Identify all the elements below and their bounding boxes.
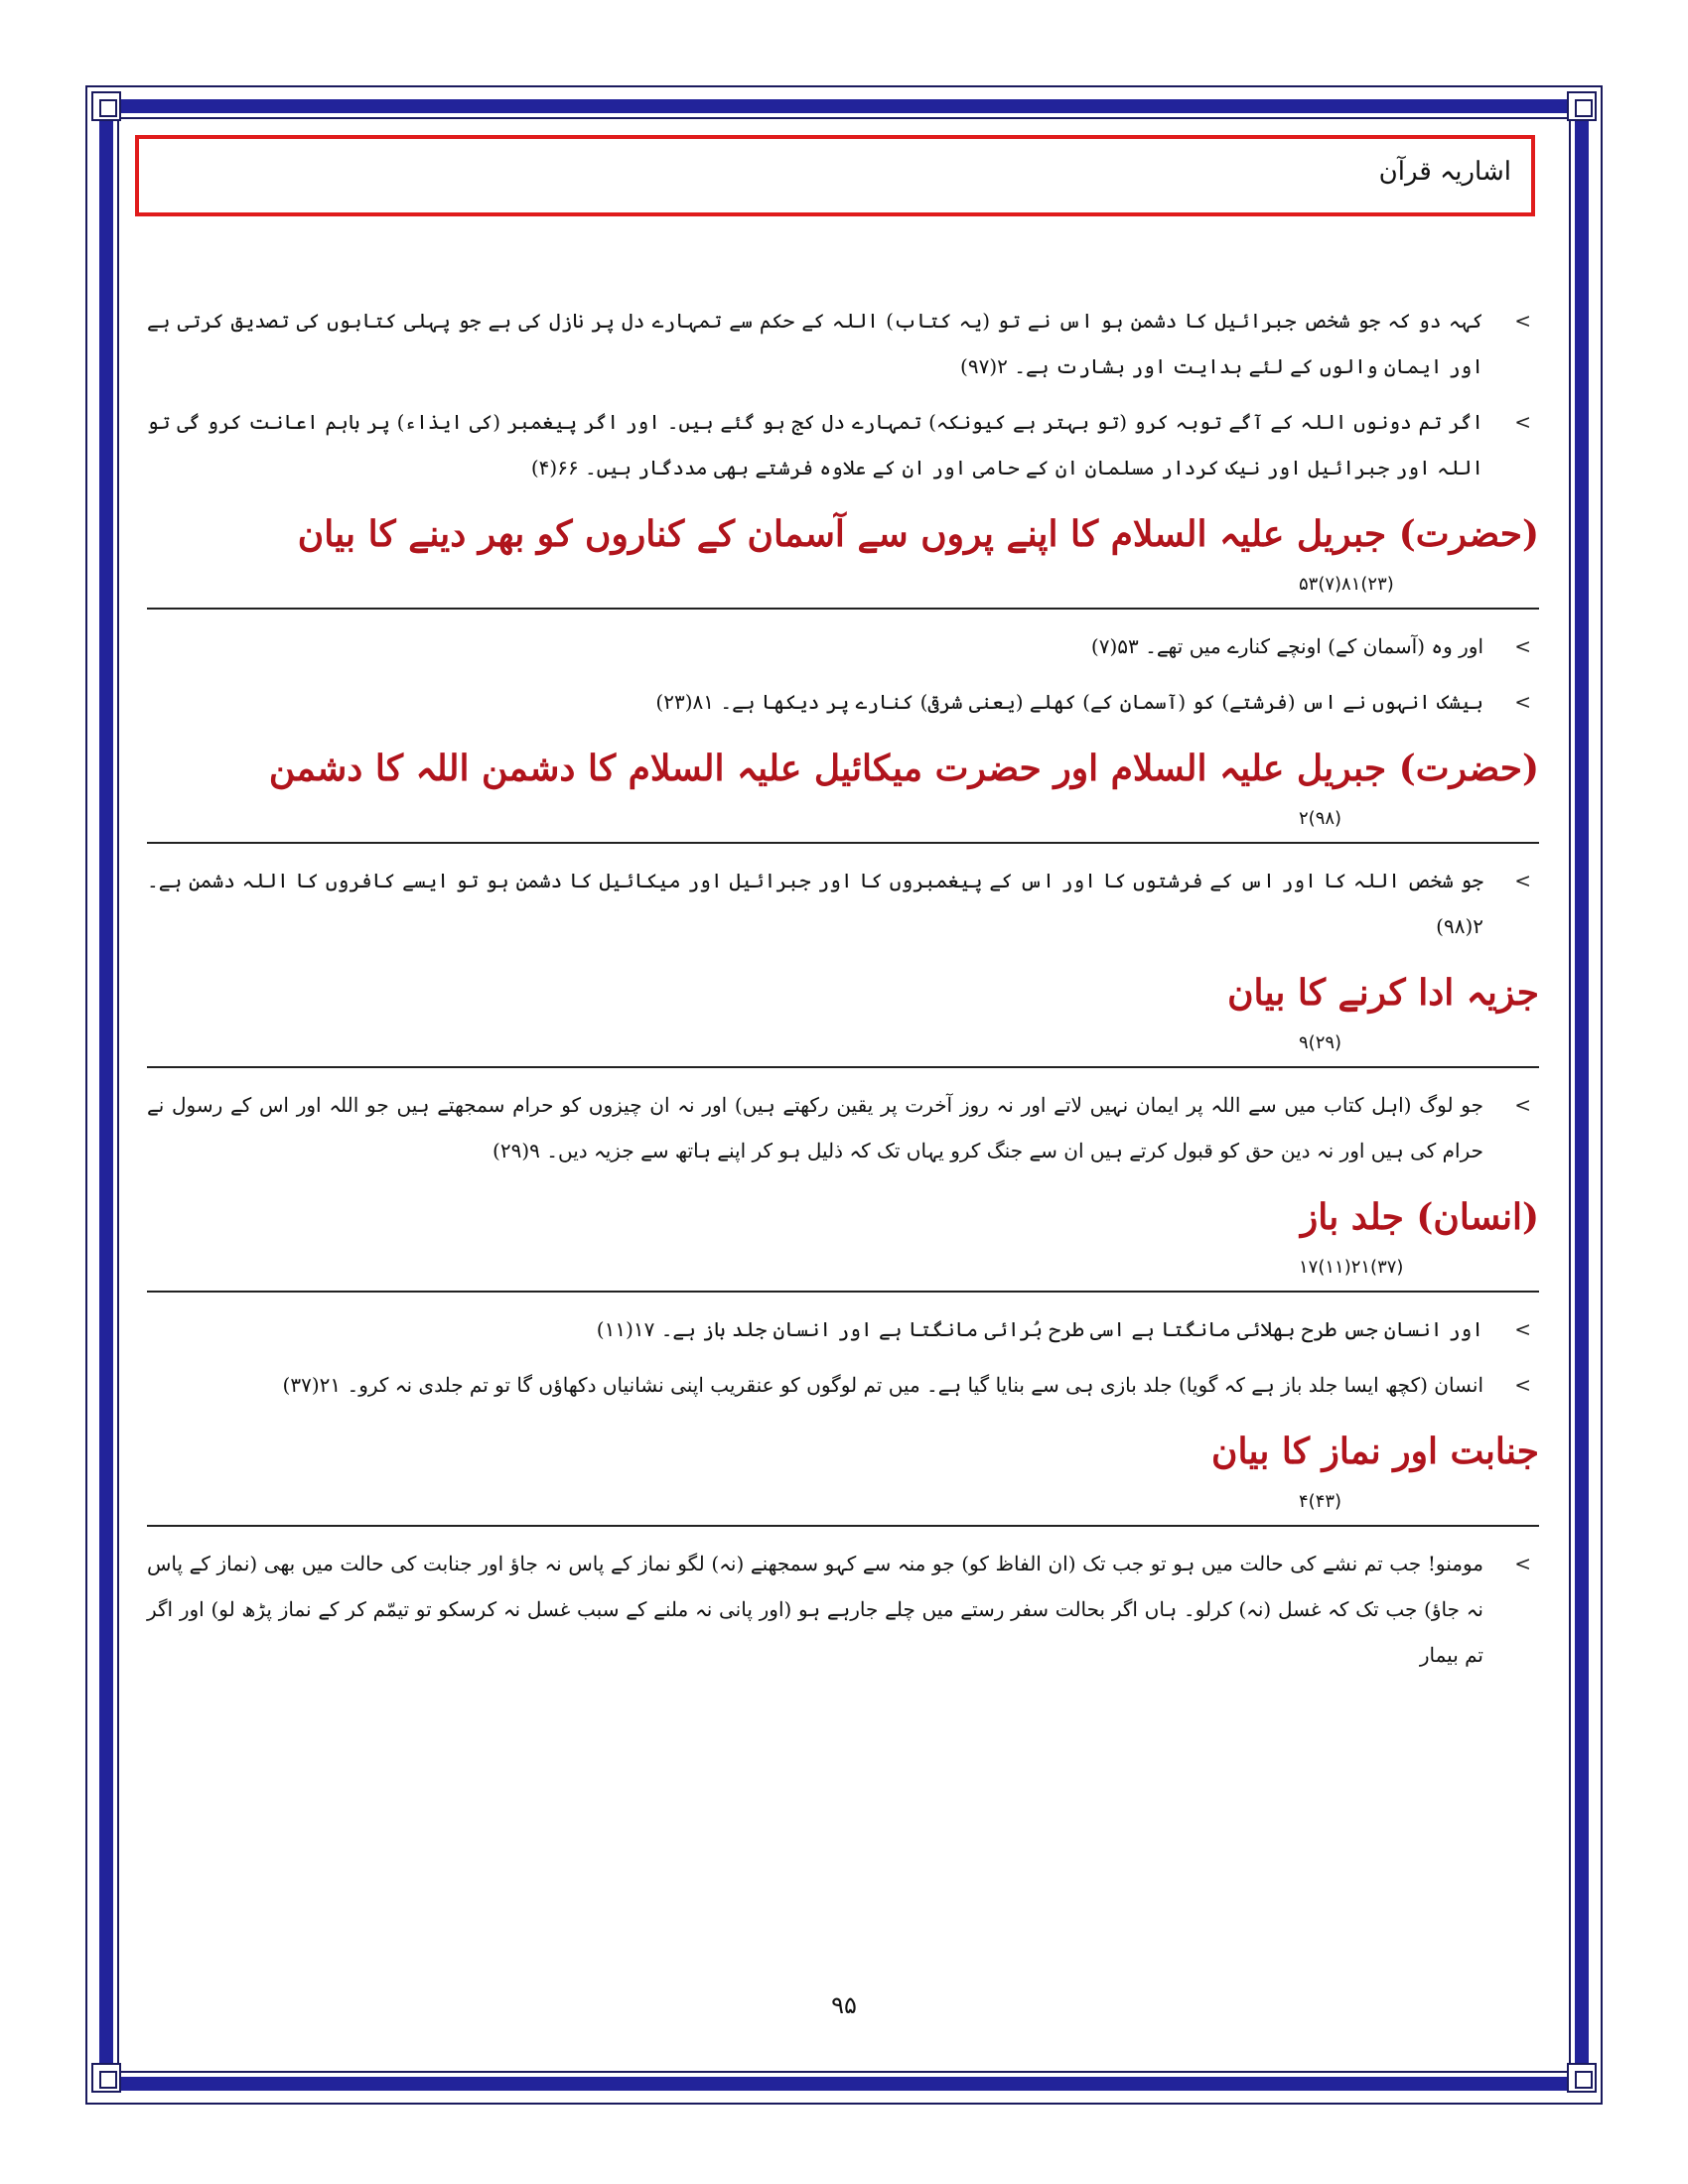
frame-corner-ornament bbox=[1567, 91, 1597, 121]
divider bbox=[147, 1291, 1539, 1293]
bullet-arrow-icon: > bbox=[1514, 1317, 1531, 1341]
section-heading: (حضرت) جبریل علیہ السلام اور حضرت میکائیل علیہ السلام کا دشمن اللہ کا دشمن bbox=[268, 748, 1539, 789]
list-item bbox=[147, 1082, 1539, 1173]
entry-text: اور وہ (آسمان کے) اونچے کنارے میں تھے۔ ۵۳(۷) bbox=[1090, 634, 1483, 658]
list-item bbox=[147, 858, 1539, 949]
entry-text: مومنو! جب تم نشے کی حالت میں ہو تو جب تک (ان الفاظ کو) جو منہ سے کہو سمجھنے (نہ) لگو نماز کے پاس نہ جاؤ اور جنابت کی حالت میں بھی (نماز کے پاس نہ جاؤ) جب تک کہ غسل (نہ) کرلو۔ ہاں اگر بحالت سفر رستے میں چلے جارہے ہو (اور پانی نہ ملنے کے سبب غسل نہ کرسکو تو تیمّم کر کے نماز پڑھ لو) اور اگر تم بیمار bbox=[147, 1552, 1483, 1667]
page-number: ۹۵ bbox=[831, 1991, 857, 2019]
frame-corner-ornament bbox=[1567, 2063, 1597, 2093]
bullet-arrow-icon: > bbox=[1514, 1373, 1531, 1397]
frame-corner-ornament bbox=[91, 2063, 121, 2093]
section-heading: (حضرت) جبریل علیہ السلام کا اپنے پروں سے آسمان کے کناروں کو بھر دینے کا بیان bbox=[297, 513, 1539, 555]
bullet-arrow-icon: > bbox=[1514, 309, 1531, 333]
page-content bbox=[147, 298, 1539, 1688]
list-item bbox=[147, 298, 1539, 389]
bullet-arrow-icon: > bbox=[1514, 869, 1531, 892]
bullet-arrow-icon: > bbox=[1514, 1552, 1531, 1575]
section-heading: جزیہ ادا کرنے کا بیان bbox=[1227, 972, 1539, 1014]
entry-text: اور انسان جس طرح بھلائی مانگتا ہے اسی طرح بُرائی مانگتا ہے اور انسان جلد باز ہے۔ ۱۷(۱۱) bbox=[596, 1317, 1483, 1341]
list-item bbox=[147, 679, 1539, 725]
bullet-arrow-icon: > bbox=[1514, 410, 1531, 434]
list-item bbox=[147, 1306, 1539, 1352]
divider bbox=[147, 842, 1539, 844]
bullet-arrow-icon: > bbox=[1514, 690, 1531, 714]
section-refs: ۴(۴۳) bbox=[1299, 1491, 1342, 1512]
bullet-arrow-icon: > bbox=[1514, 1093, 1531, 1117]
section-refs: ۹(۲۹) bbox=[1299, 1032, 1342, 1053]
section-refs: ۱۷(۱۱)۲۱(۳۷) bbox=[1299, 1257, 1404, 1278]
section-heading: (انسان) جلد باز bbox=[1300, 1196, 1539, 1238]
divider bbox=[147, 608, 1539, 610]
header-title: اشاریہ قرآن bbox=[1378, 157, 1511, 187]
list-item bbox=[147, 1362, 1539, 1408]
entry-text: بیشک انہوں نے اس (فرشتے) کو (آسمان کے) کھلے (یعنی شرقی) کنارے پر دیکھا ہے۔ ۸۱(۲۳) bbox=[655, 690, 1483, 714]
list-item bbox=[147, 1541, 1539, 1678]
section-heading: جنابت اور نماز کا بیان bbox=[1211, 1431, 1539, 1472]
list-item bbox=[147, 399, 1539, 490]
entry-text: جو لوگ (اہل کتاب میں سے اللہ پر ایمان نہیں لاتے اور نہ روز آخرت پر یقین رکھتے ہیں) اور نہ ان چیزوں کو حرام سمجھتے ہیں جو اللہ اور اس کے رسول نے حرام کی ہیں اور نہ دین حق کو قبول کرتے ہیں ان سے جنگ کرو یہاں تک کہ ذلیل ہو کر اپنے ہاتھ سے جزیہ دیں۔ ۹(۲۹) bbox=[147, 1093, 1483, 1162]
list-item bbox=[147, 623, 1539, 669]
divider bbox=[147, 1066, 1539, 1068]
frame-corner-ornament bbox=[91, 91, 121, 121]
section-refs: ۵۳(۷)۸۱(۲۳) bbox=[1299, 574, 1394, 595]
section-refs: ۲(۹۸) bbox=[1299, 808, 1342, 829]
bullet-arrow-icon: > bbox=[1514, 634, 1531, 658]
entry-text: جو شخص اللہ کا اور اس کے فرشتوں کا اور اس کے پیغمبروں کا اور جبرائیل اور میکائیل کا دشمن ہو تو ایسے کافروں کا اللہ دشمن ہے۔ ۲(۹۸) bbox=[147, 869, 1483, 938]
entry-text: اگر تم دونوں اللہ کے آگے توبہ کرو (تو بہتر ہے کیونکہ) تمہارے دل کج ہو گئے ہیں۔ اور اگر پیغمبر (کی ایذاء) پر باہم اعانت کرو گی تو اللہ اور جبرائیل اور نیک کردار مسلمان ان کے حامی اور ان کے علاوہ فرشتے بھی مددگار ہیں۔ ۶۶(۴) bbox=[147, 410, 1484, 479]
header-box bbox=[135, 135, 1535, 216]
entry-text: کہہ دو کہ جو شخص جبرائیل کا دشمن ہو اس نے تو (یہ کتاب) اللہ کے حکم سے تمہارے دل پر نازل کی ہے جو پہلی کتابوں کی تصدیق کرتی ہے اور ایمان والوں کے لئے ہدایت اور بشارت ہے۔ ۲(۹۷) bbox=[147, 309, 1483, 378]
divider bbox=[147, 1525, 1539, 1527]
entry-text: انسان (کچھ ایسا جلد باز ہے کہ گویا) جلد بازی ہی سے بنایا گیا ہے۔ میں تم لوگوں کو عنقریب اپنی نشانیاں دکھاؤں گا تو تم جلدی نہ کرو۔ ۲۱(۳۷) bbox=[282, 1373, 1483, 1397]
